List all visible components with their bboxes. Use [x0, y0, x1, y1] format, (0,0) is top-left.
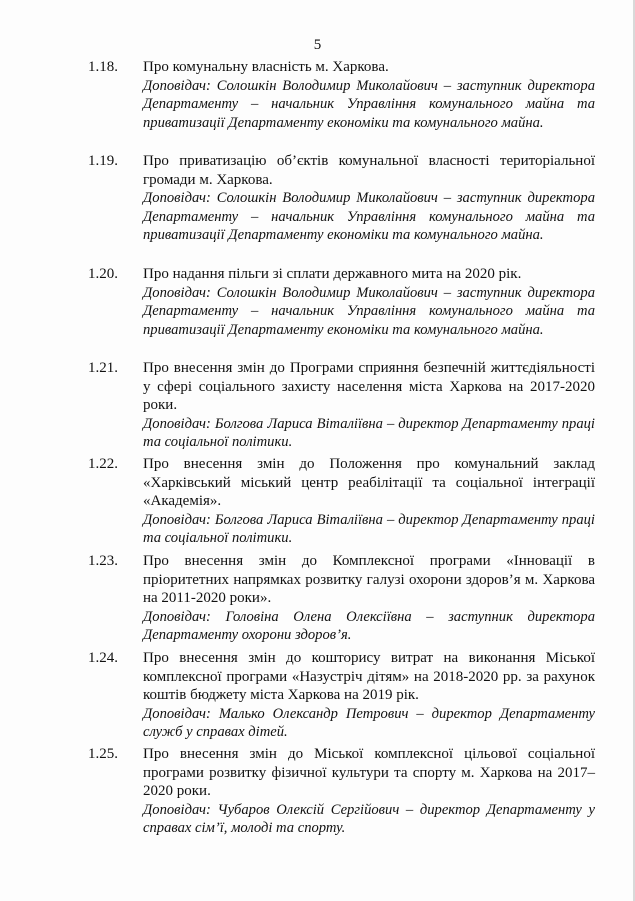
- item-number: 1.19.: [88, 153, 118, 169]
- item-body: [143, 455, 595, 548]
- item-title: Про внесення змін до кошторису витрат на виконання Міської комплексної програми «Назустріч дітям» на 2018-2020 рр. за рахунок коштів бюджету міста Харкова на 2019 рік.: [143, 650, 595, 704]
- item-body: [143, 359, 595, 452]
- item-title: Про внесення змін до Положення про комунальний заклад «Харківський міський центр реабілітації та соціальної інтеграції «Академія».: [143, 456, 595, 510]
- item-title: Про надання пільги зі сплати державного мита на 2020 рік.: [143, 266, 522, 282]
- item-speaker: Доповідач: Чубаров Олексій Сергійович – директор Департаменту у справах сім’ї, молоді та спорту.: [143, 801, 595, 837]
- item-number: 1.23.: [88, 553, 118, 569]
- item-speaker: Доповідач: Головіна Олена Олексіївна – заступник директора Департаменту охорони здоров’я.: [143, 608, 595, 644]
- item-body: [143, 152, 595, 245]
- item-speaker: Доповідач: Болгова Лариса Віталіївна – директор Департаменту праці та соціальної політики.: [143, 511, 595, 547]
- item-number: 1.21.: [88, 360, 118, 376]
- item-speaker: Доповідач: Солошкін Володимир Миколайович – заступник директора Департаменту – начальник Управління комунального майна та приватизації Департаменту економіки та комунального майна.: [143, 77, 595, 131]
- item-number: 1.25.: [88, 746, 118, 762]
- item-title: Про приватизацію об’єктів комунальної власності територіальної громади м. Харкова.: [143, 153, 595, 188]
- item-number: 1.22.: [88, 456, 118, 472]
- item-body: [143, 649, 595, 742]
- item-body: [143, 58, 595, 132]
- item-speaker: Доповідач: Солошкін Володимир Миколайович – заступник директора Департаменту – начальник Управління комунального майна та приватизації Департаменту економіки та комунального майна.: [143, 284, 595, 338]
- item-speaker: Доповідач: Болгова Лариса Віталіївна – директор Департаменту праці та соціальної політики.: [143, 415, 595, 451]
- item-number: 1.20.: [88, 266, 118, 282]
- item-speaker: Доповідач: Малько Олександр Петрович – директор Департаменту служб у справах дітей.: [143, 705, 595, 741]
- item-number: 1.18.: [88, 59, 118, 75]
- item-number: 1.24.: [88, 650, 118, 666]
- page-number: 5: [313, 37, 322, 53]
- item-title: Про внесення змін до Комплексної програми «Інновації в пріоритетних напрямках розвитку галузі охорони здоров’я м. Харкова на 2011-2020 роки».: [143, 553, 595, 607]
- item-title: Про комунальну власність м. Харкова.: [143, 59, 389, 75]
- item-body: [143, 265, 595, 339]
- item-body: [143, 745, 595, 838]
- item-title: Про внесення змін до Міської комплексної цільової соціальної програми розвитку фізичної культури та спорту м. Харкова на 2017–2020 роки.: [143, 746, 595, 800]
- item-speaker: Доповідач: Солошкін Володимир Миколайович – заступник директора Департаменту – начальник Управління комунального майна та приватизації Департаменту економіки та комунального майна.: [143, 190, 595, 244]
- item-body: [143, 552, 595, 645]
- item-title: Про внесення змін до Програми сприяння безпечній життєдіяльності у сфері соціального захисту населення міста Харкова на 2017-2020 роки.: [143, 360, 595, 414]
